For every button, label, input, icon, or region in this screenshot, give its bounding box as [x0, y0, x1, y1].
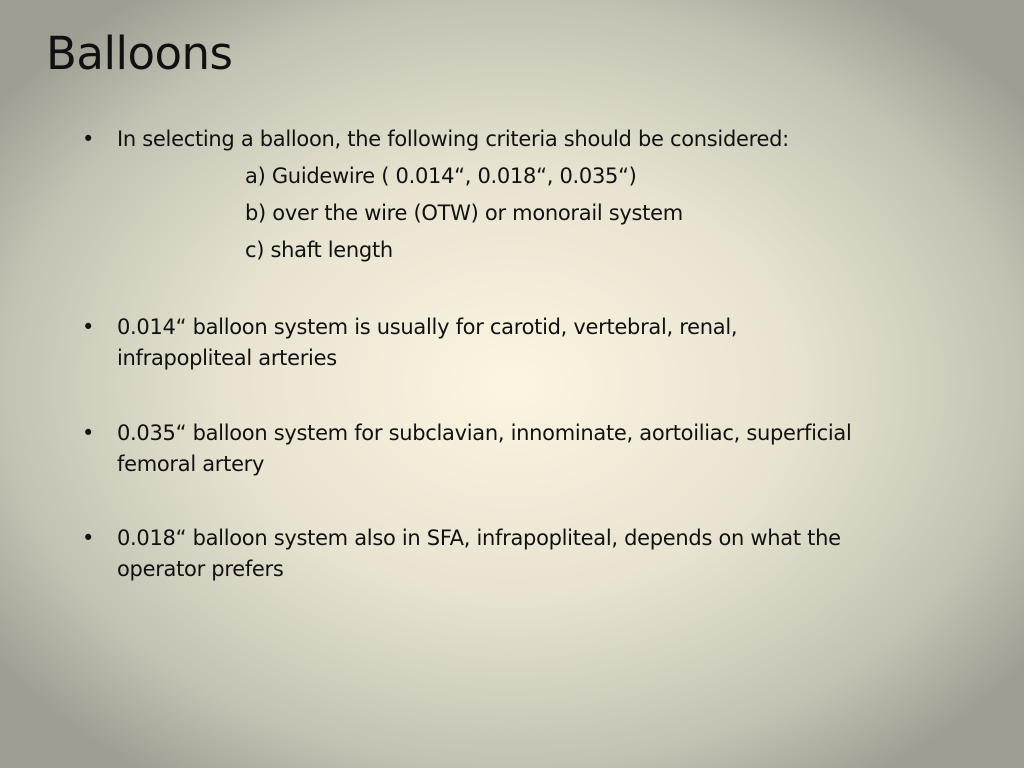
bullet-item: [82, 418, 877, 480]
bullet-item: [82, 124, 877, 266]
bullet-marker: •: [82, 526, 95, 550]
sub-item: c) shaft length: [245, 238, 393, 262]
bullet-marker: •: [82, 315, 95, 339]
bullet-text: 0.035“ balloon system for subclavian, innominate, aortoiliac, superficial femoral artery: [117, 421, 852, 476]
sub-item: a) Guidewire ( 0.014“, 0.018“, 0.035“): [245, 164, 637, 188]
bullet-marker: •: [82, 127, 95, 151]
bullet-text: In selecting a balloon, the following criteria should be considered:: [117, 127, 789, 151]
bullet-item: [82, 312, 877, 374]
bullet-item: [82, 523, 877, 585]
bullet-text: 0.014“ balloon system is usually for carotid, vertebral, renal, infrapopliteal arteries: [117, 315, 738, 370]
bullet-text: 0.018“ balloon system also in SFA, infrapopliteal, depends on what the operator prefers: [117, 526, 841, 581]
slide-title: Balloons: [46, 27, 233, 80]
bullet-marker: •: [82, 421, 95, 445]
sub-item: b) over the wire (OTW) or monorail system: [245, 201, 683, 225]
